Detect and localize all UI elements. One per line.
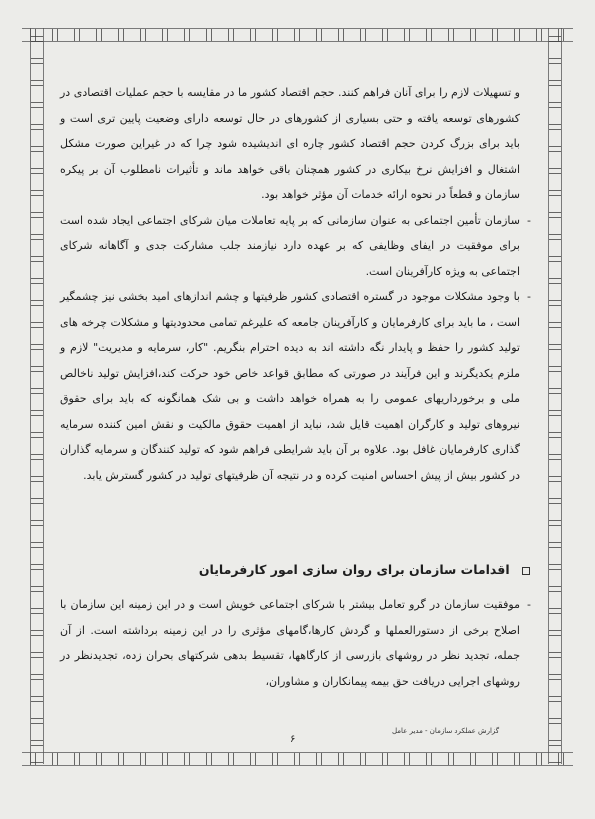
ornamental-border-left	[30, 28, 44, 764]
section-heading	[70, 562, 530, 577]
body-text-2	[60, 592, 520, 694]
page-number: ۶	[290, 734, 296, 745]
section-heading-text: اقدامات سازمان برای روان سازی امور کارفرمایان	[198, 562, 510, 577]
bullet-paragraph: - موفقیت سازمان در گرو تعامل بیشتر با شرکای اجتماعی خویش است و در این زمینه این سازمان با اصلاح برخی از دستورالعملها و گردش کارها،گامهای مؤثری را در این زمینه برداشته است. از آن جمله، تجدید نظر در روشهای بازرسی از کارگاهها، تقسیط بدهی شرکتهای بحران زده، تجدیدنظر در روشهای اجرایی دریافت حق بیمه پیمانکاران و مشاوران،	[60, 592, 520, 694]
bullet-paragraph: - سازمان تأمین اجتماعی به عنوان سازمانی که بر پایه تعاملات میان شرکای اجتماعی ایجاد شده است برای موفقیت در ایفای وظایفی که بر عهده دارد نیازمند جلب مشارکت جدی و آگاهانه شرکای اجتماعی به ویژه کارآفرینان است.	[60, 208, 520, 285]
paragraph: و تسهیلات لازم را برای آنان فراهم کنند. حجم اقتصاد کشور ما در مقایسه با حجم عملیات اقتصادی در کشورهای توسعه یافته و حتی بسیاری از کشورهای در حال توسعه دارای وضعیت پایین تری است و باید برای بزرگ کردن حجم اقتصاد کشور چاره ای اندیشیده شود چرا که در غیراین صورت مشکل اشتغال و افزایش نرخ بیکاری در کشور همچنان باقی خواهد ماند و تأثیرات نامطلوب آن بر پیکره سازمان و قطعاً در نحوه ارائه خدمات آن مؤثر خواهد بود.	[60, 86, 520, 201]
ornamental-border-top	[22, 28, 573, 42]
ornamental-border-bottom	[22, 752, 573, 766]
checkbox-square-icon	[522, 567, 530, 575]
ornamental-border-right	[548, 28, 562, 764]
body-text	[60, 80, 520, 488]
footer-text: گزارش عملکرد سازمان - مدیر عامل	[392, 727, 500, 735]
bullet-paragraph: - با وجود مشکلات موجود در گستره اقتصادی کشور ظرفیتها و چشم اندازهای امید بخشی نیز چشمگیر است ، ما باید برای کارفرمایان و کارآفرینان جامعه که علیرغم تمامی محدودیتها و مشکلات چرخه های تولید کشور را حفظ و پایدار نگه داشته اند به دیده احترام بنگریم. "کار، سرمایه و مدیریت" لازم و ملزم یکدیگرند و این فرآیند در صورتی که مطابق قواعد خاص خود حرکت کند،افزایش تولید ناخالص ملی و برخورداریهای عمومی را به همراه خواهد داشت و بی شک همانگونه که باید برای حقوق نیروهای تولید و کارگران اهمیت قایل شد، نباید از اهمیت حقوق مالکیت و نقش امین کننده سرمایه گذاری کارفرمایان غافل بود. علاوه بر آن باید شرایطی فراهم شود که تولید کنندگان و سرمایه گذاران در کشور بیش از پیش احساس امنیت کرده و در نتیجه آن ظرفیتهای تولید در کشور گسترش یابد.	[60, 284, 520, 488]
